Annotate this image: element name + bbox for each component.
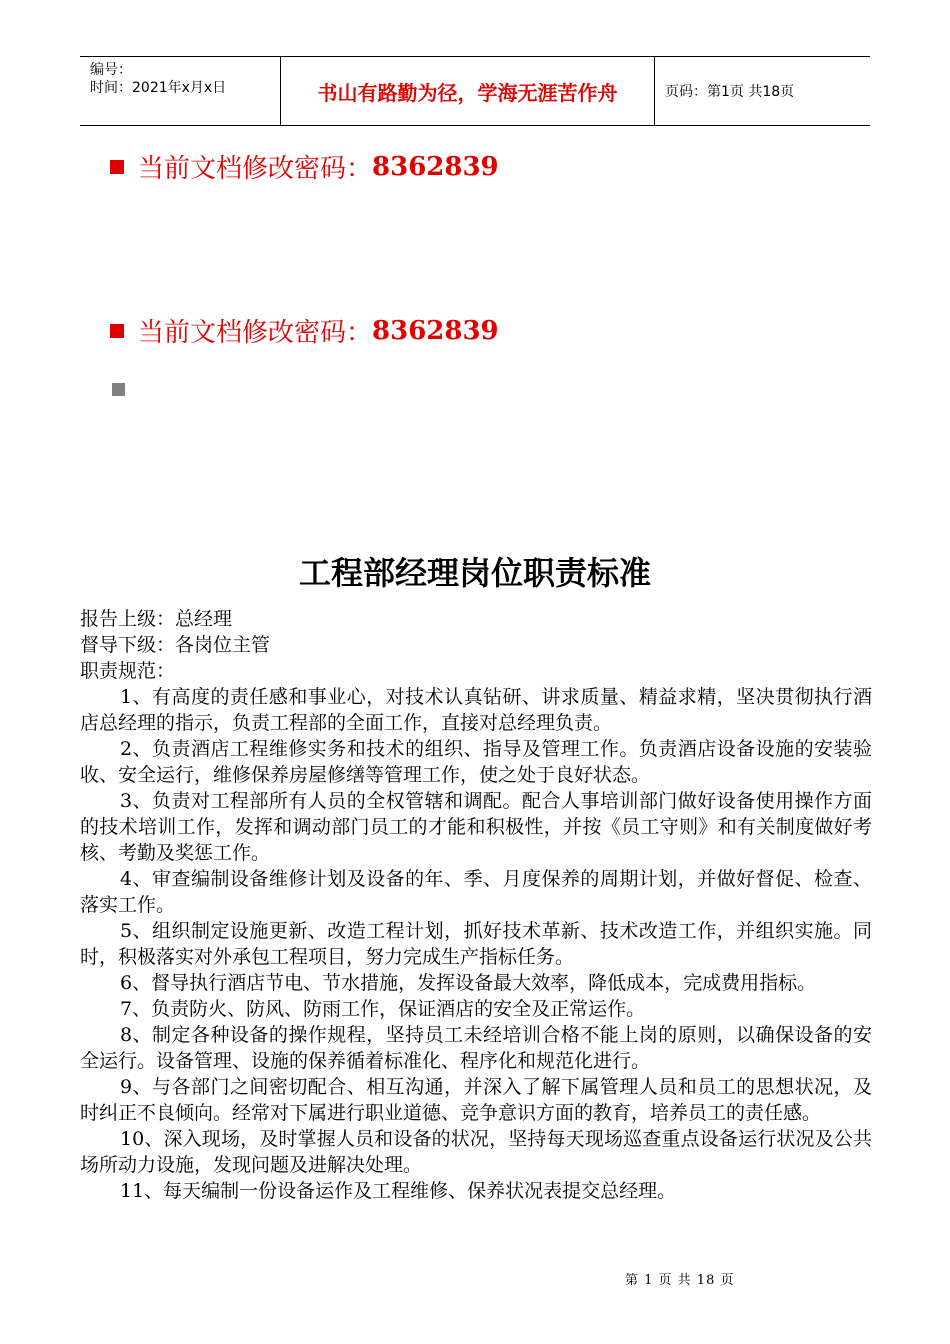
password-notice-2	[110, 312, 499, 349]
document-body	[80, 606, 872, 1204]
report-to: 报告上级：总经理	[80, 608, 233, 630]
duty-paragraph: 1、有高度的责任感和事业心，对技术认真钻研、讲求质量、精益求精，坚决贯彻执行酒店总经理的指示，负责工程部的全面工作，直接对总经理负责。	[80, 686, 872, 734]
duty-paragraph: 3、负责对工程部所有人员的全权管辖和调配。配合人事培训部门做好设备使用操作方面的技术培训工作，发挥和调动部门员工的才能和积极性，并按《员工守则》和有关制度做好考核、考勤及奖惩工作。	[80, 790, 872, 864]
number-label: 编号：	[90, 62, 132, 78]
password-notice-1	[110, 148, 499, 185]
page-header	[80, 56, 870, 126]
duty-paragraph: 10、深入现场，及时掌握人员和设备的状况，坚持每天现场巡查重点设备运行状况及公共场所动力设施，发现问题及进解决处理。	[80, 1128, 872, 1176]
supervise: 督导下级：各岗位主管	[80, 634, 271, 656]
red-square-bullet-icon	[110, 324, 124, 338]
duty-paragraph: 5、组织制定设施更新、改造工程计划，抓好技术革新、技术改造工作，并组织实施。同时，积极落实对外承包工程项目，努力完成生产指标任务。	[80, 920, 872, 968]
duty-paragraph: 6、督导执行酒店节电、节水措施，发挥设备最大效率，降低成本，完成费用指标。	[120, 972, 817, 994]
red-square-bullet-icon	[110, 160, 124, 174]
duty-paragraph: 9、与各部门之间密切配合、相互沟通，并深入了解下属管理人员和员工的思想状况，及时纠正不良倾向。经常对下属进行职业道德、竞争意识方面的教育，培养员工的责任感。	[80, 1076, 872, 1124]
header-motto: 书山有路勤为径，学海无涯苦作舟	[281, 57, 655, 125]
page-footer: 第 1 页 共 18 页	[625, 1273, 735, 1288]
document-title: 工程部经理岗位职责标准	[298, 554, 651, 592]
duty-paragraph: 2、负责酒店工程维修实务和技术的组织、指导及管理工作。负责酒店设备设施的安装验收、安全运行，维修保养房屋修缮等管理工作，使之处于良好状态。	[80, 738, 872, 786]
time-label: 时间：2021年x月x日	[90, 80, 227, 96]
password-label: 当前文档修改密码：	[138, 318, 373, 348]
password-label: 当前文档修改密码：	[138, 154, 373, 184]
password-code: 8362839	[372, 151, 499, 182]
duty-paragraph: 8、制定各种设备的操作规程，坚持员工未经培训合格不能上岗的原则，以确保设备的安全运行。设备管理、设施的保养循着标准化、程序化和规范化进行。	[80, 1024, 872, 1072]
header-meta	[80, 57, 281, 125]
duty-paragraph: 4、审查编制设备维修计划及设备的年、季、月度保养的周期计划，并做好督促、检查、落实工作。	[80, 868, 872, 916]
duty-paragraph: 7、负责防火、防风、防雨工作，保证酒店的安全及正常运作。	[120, 998, 646, 1020]
header-page-code: 页码：第1页 共18页	[665, 84, 795, 100]
duty-paragraph: 11、每天编制一份设备运作及工程维修、保养状况表提交总经理。	[120, 1180, 677, 1202]
gray-square-bullet-icon	[112, 383, 125, 396]
password-code: 8362839	[372, 315, 499, 346]
duties-label: 职责规范：	[80, 660, 176, 682]
